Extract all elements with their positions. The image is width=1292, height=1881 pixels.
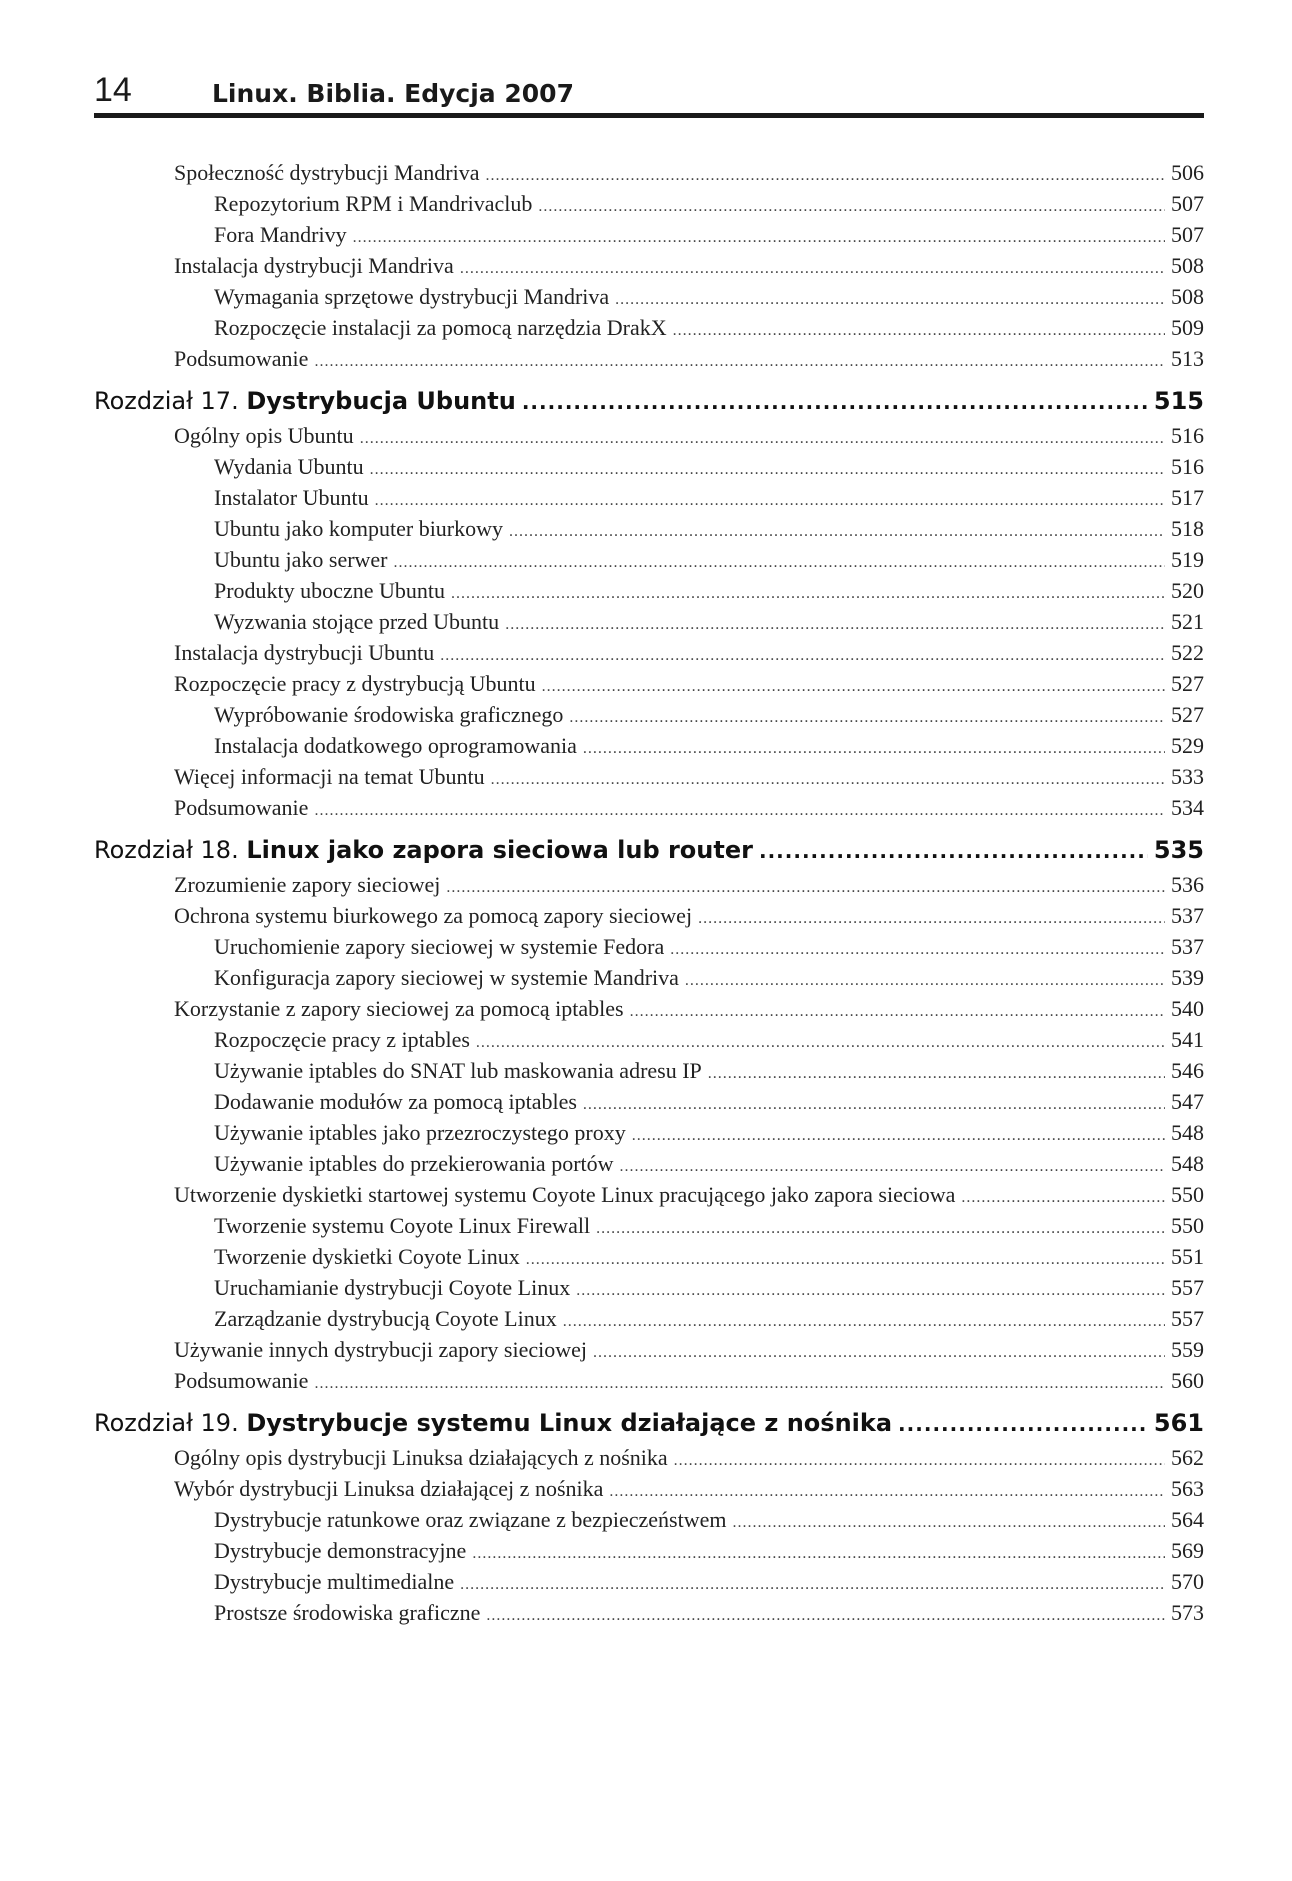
toc-entry [94, 993, 1204, 1024]
page-ref: 563 [1171, 1476, 1204, 1501]
chapter-prefix: Rozdział 17. [94, 387, 239, 415]
toc-entry [94, 343, 1204, 374]
dot-leader [360, 423, 1165, 454]
entry-title: Wyzwania stojące przed Ubuntu [214, 609, 500, 634]
dot-leader [961, 1182, 1165, 1213]
toc-entry [94, 1442, 1204, 1473]
page-ref: 560 [1171, 1368, 1204, 1393]
page-ref: 507 [1171, 222, 1204, 247]
page-ref: 534 [1171, 795, 1204, 820]
page-ref: 548 [1171, 1151, 1204, 1176]
entry-title: Ubuntu jako serwer [214, 547, 388, 572]
toc-entry [94, 699, 1204, 730]
toc-entry [94, 1303, 1204, 1334]
dot-leader [759, 834, 1148, 868]
dot-leader [583, 733, 1165, 764]
dot-leader [509, 516, 1165, 547]
header-rule [94, 113, 1204, 118]
dot-leader [476, 1027, 1165, 1058]
toc-entry [94, 1473, 1204, 1504]
entry-title: Instalator Ubuntu [214, 485, 369, 510]
page-ref: 520 [1171, 578, 1204, 603]
page-ref: 539 [1171, 965, 1204, 990]
dot-leader [596, 1213, 1165, 1244]
page-ref: 550 [1171, 1213, 1204, 1238]
dot-leader [542, 671, 1165, 702]
dot-leader [630, 996, 1165, 1027]
page-ref: 509 [1171, 315, 1204, 340]
entry-title: Społeczność dystrybucji Mandriva [174, 160, 480, 185]
chapter-title: Linux jako zapora sieciowa lub router [246, 836, 753, 864]
page-ref: 540 [1171, 996, 1204, 1021]
entry-title: Dystrybucje multimedialne [214, 1569, 455, 1594]
dot-leader [375, 485, 1165, 516]
toc-entry [94, 931, 1204, 962]
entry-title: Ochrona systemu biurkowego za pomocą zapory sieciowej [174, 903, 693, 928]
page-ref: 548 [1171, 1120, 1204, 1145]
entry-title: Korzystanie z zapory sieciowej za pomocą iptables [174, 996, 624, 1021]
page-ref: 506 [1171, 160, 1204, 185]
toc-chapter [94, 833, 1204, 867]
page-header [94, 60, 1204, 118]
page-ref: 517 [1171, 485, 1204, 510]
dot-leader [314, 346, 1165, 377]
page-ref: 513 [1171, 346, 1204, 371]
dot-leader [394, 547, 1165, 578]
toc-entry [94, 730, 1204, 761]
toc-entry [94, 575, 1204, 606]
dot-leader [522, 385, 1148, 419]
dot-leader [593, 1337, 1165, 1368]
page-ref: 533 [1171, 764, 1204, 789]
page-ref: 559 [1171, 1337, 1204, 1362]
entry-title: Uruchamianie dystrybucji Coyote Linux [214, 1275, 571, 1300]
entry-title: Zarządzanie dystrybucją Coyote Linux [214, 1306, 557, 1331]
chapter-title: Dystrybucja Ubuntu [246, 387, 516, 415]
entry-title: Rozpoczęcie pracy z iptables [214, 1027, 470, 1052]
entry-title: Uruchomienie zapory sieciowej w systemie Fedora [214, 934, 665, 959]
toc-entry [94, 219, 1204, 250]
page-ref: 516 [1171, 423, 1204, 448]
toc-entry [94, 544, 1204, 575]
entry-title: Używanie iptables jako przezroczystego proxy [214, 1120, 626, 1145]
dot-leader [615, 284, 1165, 315]
entry-title: Utworzenie dyskietki startowej systemu Coyote Linux pracującego jako zapora sieciowa [174, 1182, 956, 1207]
chapter-heading [94, 833, 753, 867]
page-ref: 546 [1171, 1058, 1204, 1083]
toc-entry [94, 281, 1204, 312]
page-ref: 562 [1171, 1445, 1204, 1470]
dot-leader [451, 578, 1165, 609]
toc-chapter [94, 1406, 1204, 1440]
toc-entry [94, 1334, 1204, 1365]
entry-title: Używanie iptables do SNAT lub maskowania adresu IP [214, 1058, 702, 1083]
dot-leader [440, 640, 1165, 671]
dot-leader [685, 965, 1165, 996]
toc-entry [94, 637, 1204, 668]
entry-title: Instalacja dodatkowego oprogramowania [214, 733, 577, 758]
toc-entry [94, 869, 1204, 900]
toc-entry [94, 188, 1204, 219]
page-ref: 550 [1171, 1182, 1204, 1207]
dot-leader [472, 1538, 1165, 1569]
page-ref: 537 [1171, 934, 1204, 959]
toc-entry [94, 451, 1204, 482]
entry-title: Wydania Ubuntu [214, 454, 364, 479]
page-ref: 561 [1153, 1409, 1204, 1437]
dot-leader [569, 702, 1165, 733]
toc-chapter [94, 384, 1204, 418]
entry-title: Dodawanie modułów za pomocą iptables [214, 1089, 577, 1114]
toc-entry [94, 157, 1204, 188]
dot-leader [563, 1306, 1165, 1337]
toc-entry [94, 668, 1204, 699]
dot-leader [460, 253, 1165, 284]
dot-leader [446, 872, 1165, 903]
dot-leader [670, 934, 1165, 965]
chapter-prefix: Rozdział 18. [94, 836, 239, 864]
toc-entry [94, 761, 1204, 792]
entry-title: Używanie iptables do przekierowania portów [214, 1151, 614, 1176]
dot-leader [674, 1445, 1165, 1476]
dot-leader [460, 1569, 1165, 1600]
chapter-prefix: Rozdział 19. [94, 1409, 239, 1437]
toc-entry [94, 513, 1204, 544]
page-ref: 518 [1171, 516, 1204, 541]
toc-entry [94, 1024, 1204, 1055]
chapter-heading [94, 1406, 892, 1440]
toc-entry [94, 606, 1204, 637]
page-ref: 564 [1171, 1507, 1204, 1532]
toc-entry [94, 900, 1204, 931]
entry-title: Wybór dystrybucji Linuksa działającej z nośnika [174, 1476, 604, 1501]
dot-leader [698, 903, 1165, 934]
toc-entry [94, 482, 1204, 513]
entry-title: Zrozumienie zapory sieciowej [174, 872, 441, 897]
entry-title: Podsumowanie [174, 795, 309, 820]
dot-leader [898, 1407, 1148, 1441]
entry-title: Rozpoczęcie pracy z dystrybucją Ubuntu [174, 671, 536, 696]
dot-leader [708, 1058, 1165, 1089]
chapter-title: Dystrybucje systemu Linux działające z nośnika [246, 1409, 893, 1437]
entry-title: Instalacja dystrybucji Ubuntu [174, 640, 435, 665]
dot-leader [583, 1089, 1165, 1120]
toc-entry [94, 1566, 1204, 1597]
entry-title: Podsumowanie [174, 1368, 309, 1393]
entry-title: Dystrybucje demonstracyjne [214, 1538, 467, 1563]
dot-leader [314, 795, 1165, 826]
page-ref: 573 [1171, 1600, 1204, 1625]
page-ref: 519 [1171, 547, 1204, 572]
toc-entry [94, 1117, 1204, 1148]
page-ref: 547 [1171, 1089, 1204, 1114]
page-ref: 508 [1171, 284, 1204, 309]
page-ref: 535 [1153, 836, 1204, 864]
page-number: 14 [94, 71, 132, 109]
toc-entry [94, 1055, 1204, 1086]
entry-title: Wymagania sprzętowe dystrybucji Mandriva [214, 284, 610, 309]
page-ref: 516 [1171, 454, 1204, 479]
entry-title: Prostsze środowiska graficzne [214, 1600, 481, 1625]
toc-entry [94, 1535, 1204, 1566]
page-ref: 537 [1171, 903, 1204, 928]
dot-leader [486, 160, 1166, 191]
page-ref: 557 [1171, 1275, 1204, 1300]
dot-leader [486, 1600, 1165, 1631]
page-ref: 551 [1171, 1244, 1204, 1269]
page-ref: 536 [1171, 872, 1204, 897]
entry-title: Ubuntu jako komputer biurkowy [214, 516, 504, 541]
page-ref: 541 [1171, 1027, 1204, 1052]
toc-entry [94, 1210, 1204, 1241]
toc-entry [94, 420, 1204, 451]
page-ref: 521 [1171, 609, 1204, 634]
toc-entry [94, 312, 1204, 343]
book-title: Linux. Biblia. Edycja 2007 [212, 79, 574, 108]
toc-entry [94, 1272, 1204, 1303]
dot-leader [576, 1275, 1165, 1306]
entry-title: Tworzenie systemu Coyote Linux Firewall [214, 1213, 591, 1238]
dot-leader [526, 1244, 1165, 1275]
entry-title: Podsumowanie [174, 346, 309, 371]
entry-title: Więcej informacji na temat Ubuntu [174, 764, 485, 789]
entry-title: Dystrybucje ratunkowe oraz związane z bezpieczeństwem [214, 1507, 727, 1532]
dot-leader [505, 609, 1165, 640]
dot-leader [673, 315, 1165, 346]
table-of-contents [94, 157, 1204, 1628]
dot-leader [620, 1151, 1165, 1182]
entry-title: Rozpoczęcie instalacji za pomocą narzędzia DrakX [214, 315, 667, 340]
dot-leader [314, 1368, 1165, 1399]
page-ref: 569 [1171, 1538, 1204, 1563]
dot-leader [353, 222, 1165, 253]
toc-entry [94, 1597, 1204, 1628]
page-ref: 527 [1171, 671, 1204, 696]
dot-leader [609, 1476, 1165, 1507]
entry-title: Konfiguracja zapory sieciowej w systemie Mandriva [214, 965, 679, 990]
entry-title: Ogólny opis dystrybucji Linuksa działających z nośnika [174, 1445, 668, 1470]
toc-entry [94, 1148, 1204, 1179]
dot-leader [632, 1120, 1165, 1151]
dot-leader [538, 191, 1165, 222]
dot-leader [732, 1507, 1165, 1538]
entry-title: Tworzenie dyskietki Coyote Linux [214, 1244, 520, 1269]
toc-entry [94, 1504, 1204, 1535]
page-ref: 507 [1171, 191, 1204, 216]
entry-title: Ogólny opis Ubuntu [174, 423, 354, 448]
page-ref: 557 [1171, 1306, 1204, 1331]
page-ref: 522 [1171, 640, 1204, 665]
dot-leader [491, 764, 1165, 795]
toc-entry [94, 1179, 1204, 1210]
page-ref: 527 [1171, 702, 1204, 727]
page-ref: 570 [1171, 1569, 1204, 1594]
entry-title: Produkty uboczne Ubuntu [214, 578, 445, 603]
page-ref: 529 [1171, 733, 1204, 758]
dot-leader [370, 454, 1165, 485]
toc-entry [94, 250, 1204, 281]
page-ref: 508 [1171, 253, 1204, 278]
toc-entry [94, 962, 1204, 993]
page-ref: 515 [1153, 387, 1204, 415]
entry-title: Instalacja dystrybucji Mandriva [174, 253, 454, 278]
toc-entry [94, 1365, 1204, 1396]
entry-title: Repozytorium RPM i Mandrivaclub [214, 191, 533, 216]
entry-title: Używanie innych dystrybucji zapory sieciowej [174, 1337, 587, 1362]
entry-title: Fora Mandrivy [214, 222, 347, 247]
entry-title: Wypróbowanie środowiska graficznego [214, 702, 564, 727]
chapter-heading [94, 384, 516, 418]
toc-entry [94, 792, 1204, 823]
toc-entry [94, 1086, 1204, 1117]
toc-entry [94, 1241, 1204, 1272]
